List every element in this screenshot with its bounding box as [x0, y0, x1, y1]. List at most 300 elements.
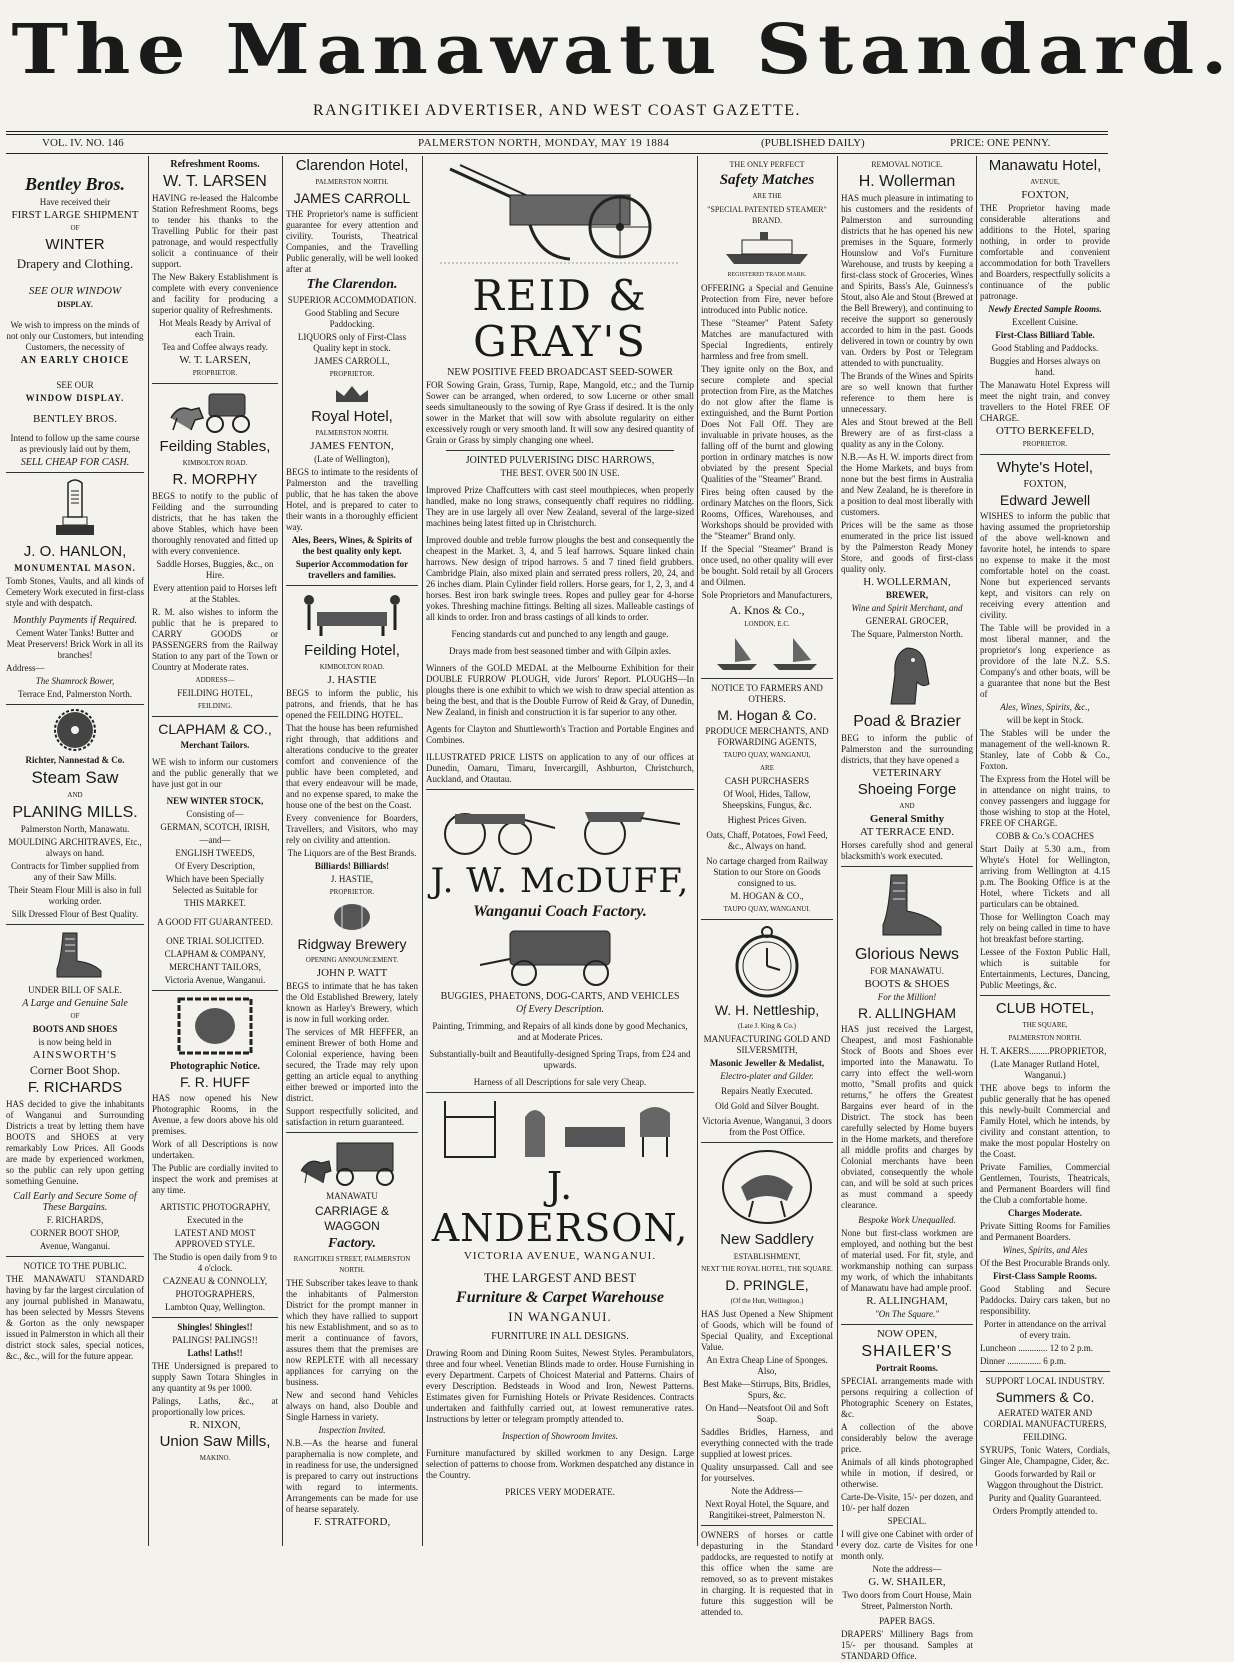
dateline — [6, 137, 1108, 153]
ad-text: OPENING ANNOUNCEMENT. — [305, 956, 399, 964]
ad-text: F. STRATFORD, — [313, 1516, 391, 1528]
ad-text: THE above begs to inform the public generally that he has opened this newly-built Commercial and Family Hotel, which he intends, by civility and constant attention, to make the most popular Hostelry on the Coast. — [980, 1083, 1110, 1159]
billiards-icon — [297, 590, 407, 638]
ad-text: The Stables will be under the management of the well-known R. Stanley, late of Cobb & Co., Foxton. — [980, 728, 1110, 771]
ad-text: Ales, Beers, Wines, & Spirits of the best quality only kept. — [291, 535, 413, 556]
boot-icon — [867, 871, 947, 941]
ad-text: Improved Prize Chaffcutters with cast steel mouthpieces, when properly handled, make no long straws, consequently chaff requires no riddling. They are in use largely all over New Zealand, several of the large-sized machines being latest fitted up in Christchurch. — [426, 485, 694, 528]
ad-text: We wish to impress on the minds of not only our Customers, but intending Customers, the necessity of — [6, 320, 144, 352]
ad-text: Fires being often caused by the ordinary Matches on the floors, Sick Rooms, Offices, Warehouses, and Workshops should be provided with the "Steamer" Brand only. — [701, 487, 833, 541]
ad-bentley-bros — [6, 173, 144, 468]
ad-text: Animals of all kinds photographed while in motion, if desired, or otherwise. — [841, 1457, 973, 1489]
ad-text: The Brands of the Wines and Spirits are so well known that further reference to them here is unnecessary. — [841, 371, 973, 414]
ad-text: PROPRIETOR. — [1022, 440, 1068, 448]
ad-text: AN EARLY CHOICE — [20, 355, 130, 366]
ad-royal-hotel — [286, 408, 418, 581]
ad-text: MERCHANT TAILORS, — [169, 962, 261, 972]
ad-title: Clarendon Hotel, — [295, 157, 409, 174]
ad-text: PALMERSTON NORTH. — [1008, 1034, 1082, 1042]
ad-title: W. H. Nettleship, — [714, 1002, 820, 1018]
ad-text: PALMERSTON NORTH. — [315, 429, 389, 437]
ad-text: Agents for Clayton and Shuttleworth's Traction and Portable Engines and Combines. — [426, 724, 694, 745]
ad-text: MOULDING ARCHITRAVES, Etc., always on hand. — [8, 837, 142, 858]
ad-text: FEILDING. — [1023, 1432, 1067, 1442]
ad-text: THE Proprietor's name is sufficient guarantee for every attention and civility. Tourists, Theatrical Companies, and the Travelling Public generally, will be well looked after at — [286, 209, 418, 274]
divider — [286, 1132, 418, 1133]
place-date: PALMERSTON NORTH, MONDAY, MAY 19 1884 — [418, 137, 670, 149]
ad-text: Wines, Spirits, and Ales — [1002, 1245, 1088, 1255]
ad-title: CLAPHAM & CO., — [158, 721, 272, 737]
ad-text: Repairs Neatly Executed. — [721, 1086, 813, 1096]
ad-text: REGISTERED TRADE MARK. — [727, 272, 807, 278]
divider — [701, 1142, 833, 1143]
ad-text: General Smithy — [869, 813, 945, 825]
ad-text: H. T. AKERS.........PROPRIETOR, — [980, 1046, 1107, 1056]
ad-text: (Late Manager Rutland Hotel, Wanganui.) — [990, 1059, 1100, 1080]
ad-text: THE Undersigned is prepared to supply Sawn Totara Shingles in any quantity at 9s per 1000. — [152, 1361, 278, 1393]
ad-text: CLAPHAM & COMPANY, — [164, 949, 266, 959]
ad-text: AND — [899, 802, 915, 810]
ad-text: Merchant Tailors. — [180, 740, 250, 750]
notice-owners: OWNERS of horses or cattle depasturing in the Standard paddocks, are requested to notify at this office when the same are removed, so as to prevent mistakes in charging. It is requested that in future this suggestion will be attended to. — [701, 1530, 833, 1617]
ad-text: OFFERING a Special and Genuine Protection from Fire, never before introduced into Public notice. — [701, 283, 833, 315]
ad-text: The Liquors are of the Best Brands. — [287, 848, 417, 858]
divider — [841, 866, 973, 867]
ad-text: THIS MARKET. — [184, 898, 246, 908]
ad-text: WINDOW DISPLAY. — [25, 393, 125, 403]
ad-title: Royal Hotel, — [311, 408, 393, 425]
column-rule — [148, 156, 149, 1546]
ad-text: Good Stabling and Paddocks. — [991, 343, 1099, 353]
ad-feilding-stables — [152, 388, 278, 712]
ad-text: Sole Proprietors and Manufacturers, — [701, 590, 833, 600]
ad-title: Manawatu Hotel, — [988, 157, 1102, 174]
ad-title: Shoeing Forge — [857, 781, 957, 798]
column-4 — [426, 157, 694, 1545]
ad-text: FEILDING HOTEL, — [177, 688, 253, 698]
ad-text: Dinner ............... 6 p.m. — [980, 1356, 1066, 1366]
ad-text: WE wish to inform our customers and the public generally that we have just got in our — [152, 757, 278, 789]
ad-title: PLANING MILLS. — [12, 804, 138, 821]
ad-text: No cartage charged from Railway Station to our Store on Goods consigned to us. — [706, 856, 828, 888]
ad-text: Of Wool, Hides, Tallow, Sheepskins, Fungus, &c. — [722, 789, 812, 810]
ad-heading: REMOVAL NOTICE. — [871, 160, 943, 169]
ad-photographic — [152, 995, 278, 1313]
ad-text: Fencing standards cut and punched to any length and gauge. — [451, 629, 669, 639]
divider — [152, 716, 278, 717]
ad-text: ARTISTIC PHOTOGRAPHY, — [159, 1202, 271, 1212]
ad-title: Bentley Bros. — [24, 174, 125, 194]
ad-text: Call Early and Secure Some of These Bargains. — [13, 1191, 137, 1213]
ad-text: GENERAL GROCER, — [865, 616, 949, 626]
ad-text: Substantially-built and Beautifully-designed Spring Traps, from £24 and upwards. — [429, 1049, 691, 1070]
ad-text: Terrace End, Palmerston North. — [17, 689, 133, 699]
ad-text: PROPRIETOR. — [192, 369, 238, 377]
ad-text: Carte-De-Visite, 15/- per dozen, and 10/- per half dozen — [841, 1492, 973, 1513]
ad-text: HAS decided to give the inhabitants of Wanganui and Surrounding Districts a treat by letting them have BOOTS and SHOES at very remarkably Low Prices. All Goods are made by experienced workmen, so the public can rely upon getting something Genuine. — [6, 1099, 144, 1186]
ad-text: Those for Wellington Coach may rely on being called in time to have hot breakfast before starting. — [980, 912, 1110, 944]
coach-illustration — [460, 925, 660, 987]
ad-text: THE ONLY PERFECT — [729, 160, 805, 169]
ad-text: AERATED WATER AND CORDIAL MANUFACTURERS, — [983, 1408, 1107, 1429]
ad-text: Purity and Quality Guaranteed. — [988, 1493, 1102, 1503]
divider — [701, 678, 833, 679]
ad-text: SEE OUR — [56, 380, 94, 390]
ad-heading: IN WANGANUI. — [508, 1309, 612, 1324]
ad-text: The Manawatu Hotel Express will meet the night train, and convey travellers to the Hotel FREE OF CHARGE. — [980, 380, 1110, 423]
ad-text: VETERINARY — [872, 767, 942, 779]
rule-top-2 — [6, 134, 1108, 135]
ad-text: Every convenience for Boarders, Travellers, and Visitors, who may rely on civility and attention. — [286, 813, 418, 845]
ad-text: Start Daily at 5.30 a.m., from Whyte's Hotel for Wellington, arriving from Wellington at 4.15 p.m. The Booking Office is at the Hotel, where Tickets and all particulars can be obtained. — [980, 844, 1110, 909]
ad-shailer — [841, 1329, 973, 1662]
ad-text: Laths! Laths!! — [187, 1348, 243, 1358]
divider — [426, 789, 694, 790]
ad-text: BOOTS AND SHOES — [32, 1024, 118, 1034]
ad-text: COBB & Co.'s COACHES — [995, 831, 1095, 841]
ad-clarendon — [286, 157, 418, 380]
ad-text: ENGLISH TWEEDS, — [175, 848, 255, 858]
ad-pringle — [701, 1231, 833, 1521]
ad-text: FOXTON, — [1021, 189, 1069, 201]
ad-heading: Photographic Notice. — [170, 1061, 260, 1072]
ad-text: Superior Accommodation for travellers and families. — [295, 559, 409, 580]
column-2 — [152, 157, 278, 1545]
ad-text: Support respectfully solicited, and satisfaction in return guaranteed. — [286, 1106, 418, 1127]
column-rule — [697, 156, 698, 1546]
ad-text: BEGS to intimate that he has taken the Old Established Brewery, lately known as Harley's Brewery, which is now in full working order. — [286, 981, 418, 1024]
ad-text: Their Steam Flour Mill is also in full working order. — [8, 885, 142, 906]
divider — [6, 472, 144, 473]
ad-text: Luncheon ............. 12 to 2 p.m. — [980, 1343, 1093, 1353]
ad-text: SYRUPS, Tonic Waters, Cordials, Ginger Ale, Champagne, Cider, &c. — [980, 1445, 1110, 1466]
divider — [426, 1092, 694, 1093]
ad-text: Victoria Avenue, Wanganui. — [164, 975, 266, 985]
horse-head-icon — [877, 644, 937, 708]
divider — [980, 995, 1110, 996]
ad-text: Good Stabling and Secure Paddocks. Dairy cars taken, but no responsibility. — [980, 1284, 1110, 1316]
ad-text: NEXT THE ROYAL HOTEL, THE SQUARE. — [701, 1265, 833, 1273]
ad-text: RANGITIKEI STREET, PALMERSTON NORTH. — [293, 1255, 411, 1274]
ad-text: THE BEST. OVER 500 IN USE. — [500, 468, 620, 478]
ad-text: HAS just received the Largest, Cheapest, and most Fashionable Stock of Boots and Shoes ever imported into the Manawatu. To carry into effect the well-worn motto, "Small profits and quick returns," he offers the Greatest Bargains ever heard of in the District. The stock has been carefully selected by Home buyers in the Home markets, and therefore all middle profits and charges by Colonial merchants have been obviated, consequently the whole can, and will be sold at such prices as must command a speedy clearance. — [841, 1024, 973, 1210]
seed-sower-illustration — [440, 161, 680, 269]
ad-text: Quality unsurpassed. Call and see for yourselves. — [701, 1462, 833, 1483]
ad-text: OF — [70, 224, 80, 232]
ad-text: Of the Best Procurable Brands only. — [980, 1258, 1110, 1268]
ad-title: F. RICHARDS — [27, 1079, 123, 1096]
ad-text: Lessee of the Foxton Public Hall, which is suitable for Entertainments, Lectures, Dancing, Public Meetings, &c. — [980, 947, 1110, 990]
ad-text: Every attention paid to Horses left at the Stables. — [153, 583, 277, 604]
ad-text: BEG to inform the public of Palmerston and the surrounding districts, that they have opened a — [841, 733, 973, 765]
ad-text: A collection of the above considerably below the average price. — [841, 1422, 973, 1454]
ad-heading: Wanganui Coach Factory. — [473, 903, 647, 920]
ad-text: (Of the Hutt, Wellington.) — [730, 1297, 804, 1305]
ad-nixon — [152, 1322, 278, 1464]
ad-title: Feilding Stables, — [159, 438, 271, 455]
crown-icon — [332, 384, 372, 404]
ad-reid-gray — [426, 161, 694, 785]
boot-icon — [43, 929, 107, 981]
ad-text: W. T. LARSEN, — [179, 354, 251, 366]
ad-text: Hot Meals Ready by Arrival of each Train. — [159, 318, 271, 339]
ad-title: J. O. HANLON, — [23, 543, 127, 560]
ad-text: Good Stabling and Secure Paddocking. — [304, 308, 400, 329]
ad-text: The Square, Palmerston North. — [851, 629, 963, 639]
ad-text: NEW WINTER STOCK, — [166, 796, 264, 806]
ad-title: REID & GRAY'S — [472, 271, 648, 366]
ad-text: (Late J. King & Co.) — [738, 1022, 796, 1030]
divider — [701, 919, 833, 920]
ad-text: HAS Just Opened a New Shipment of Goods, which will be found of Special Quality, and Exceptional Value. — [701, 1309, 833, 1352]
ad-text: KIMBOLTON ROAD. — [319, 663, 385, 671]
ad-text: Saddle Horses, Buggies, &c., on Hire. — [156, 559, 274, 580]
ad-text: CAZNEAU & CONNOLLY, — [162, 1276, 268, 1286]
ad-text: Inspection Invited. — [318, 1425, 386, 1435]
ad-text: Address— — [6, 663, 45, 673]
ad-text: A GOOD FIT GUARANTEED. — [157, 917, 273, 927]
ad-ridgway-brewery — [286, 936, 418, 1128]
ad-manawatu-hotel — [980, 157, 1110, 450]
ad-text: FIRST LARGE SHIPMENT — [11, 209, 139, 221]
ad-allingham — [841, 945, 973, 1320]
ad-text: SELL CHEAP FOR CASH. — [20, 457, 130, 468]
ad-text: AINSWORTH'S — [32, 1049, 118, 1061]
ad-heading: FURNITURE IN ALL DESIGNS. — [491, 1331, 629, 1342]
ad-text: Victoria Avenue, Wanganui, 3 doors from the Post Office. — [702, 1116, 832, 1137]
ad-text: BOOTS & SHOES — [864, 978, 950, 990]
furniture-illustration — [435, 1097, 685, 1161]
ad-text: Old Gold and Silver Bought. — [715, 1101, 819, 1111]
ad-text: Buggies and Horses always on hand. — [989, 356, 1101, 377]
divider — [6, 704, 144, 705]
ad-title: Whyte's Hotel, — [996, 459, 1094, 476]
ad-text: will be kept in Stock. — [1006, 715, 1084, 725]
ad-text: M. HOGAN & CO., — [730, 891, 804, 901]
photo-frame-icon — [175, 995, 255, 1057]
ad-text: F. RICHARDS, — [46, 1215, 104, 1225]
ad-text: Note the address— — [872, 1564, 942, 1574]
ad-text: Improved double and treble furrow ploughs the best and consequently the cheapest in the Market. 3, 4, and 5 leaf harrows. Square linked chain harrows. New design of tripod harrows. 5 and 7 tined field grubbers. Cambridge Plain, also mixed plain and serrated press rollers, 20, 24, and 26 inches diam. Plain Cylinder field rollers. Horse gears, for 1, 2, 3, and 4 horses. Best iron bark swingle trees. Ropes and pulley gear for 4-horse yokes. Threshing machine fittings. Belting all sizes. Malleable castings of all kinds to order. Iron and brass castings of all kinds to order. — [426, 535, 694, 622]
ad-text: BEGS to notify to the public of Feilding and the surrounding districts, that he has taken the above Stables, which have been thoroughly renovated and fitted up with every convenience. — [152, 491, 278, 556]
ad-text: TAUPO QUAY, WANGANUI, — [723, 751, 811, 759]
ad-heading: Drapery and Clothing. — [16, 256, 134, 271]
ad-text: ONE TRIAL SOLICITED. — [166, 936, 264, 946]
ad-text: PRODUCE MERCHANTS, AND FORWARDING AGENTS, — [705, 726, 829, 747]
ad-text: Bespoke Work Unequalled. — [858, 1215, 956, 1225]
ad-text: MANUFACTURING GOLD AND SILVERSMITH, — [703, 1034, 831, 1055]
ad-text: AND — [67, 791, 83, 799]
ad-text: Furniture manufactured by skilled workmen to any Design. Large selection of patterns to choose from. Workmen despatched any distance in the Country. — [426, 1448, 694, 1480]
ad-text: AT TERRACE END. — [859, 826, 954, 838]
ad-text: The Express from the Hotel will be in attendance on night trains, to convey passengers and luggage for those wishing to stop at the Hotel, FREE OF CHARGE. — [980, 774, 1110, 828]
ad-text: Orders Promptly attended to. — [992, 1506, 1098, 1516]
ad-text: R. M. also wishes to inform the public that he is prepared to CARRY GOODS or PASSENGERS from the Railway Station to any part of the Town or Country at Moderate rates. — [152, 607, 278, 672]
ad-hanlon — [6, 477, 144, 700]
ad-text: BREWER, — [885, 590, 929, 600]
divider — [6, 1256, 144, 1257]
ad-text: ILLUSTRATED PRICE LISTS on application to any of our offices at Dunedin, Oamaru, Timaru, Invercargill, Ashburton, Christchurch, Auckland, and Otautau. — [426, 752, 694, 784]
ad-safety-matches — [701, 159, 833, 630]
ad-text: New and second hand Vehicles always on hand, also Double and Single Harness in variety. — [286, 1390, 418, 1422]
sailing-ships-icon — [707, 634, 827, 674]
ad-steam-saw — [6, 709, 144, 920]
ad-text: Charges Moderate. — [1008, 1208, 1082, 1218]
ad-text: The Table will be provided in a most liberal manner, and the proprietor's long experience as providore of the late N.Z. S.S. Company's and other boats, will be a guarantee that none but the Best of — [980, 623, 1110, 699]
ad-text: R. ALLINGHAM, — [866, 1295, 948, 1307]
divider — [701, 1525, 833, 1526]
ad-text: BENTLEY BROS. — [33, 413, 117, 425]
ad-text: Oats, Chaff, Potatoes, Fowl Feed, &c., Always on hand. — [706, 830, 828, 851]
ad-text: The New Bakery Establishment is complete with every convenience and facility for producing a superior quality of Refreshments. — [152, 272, 278, 315]
ad-text: Private Families, Commercial Gentlemen, Tourists, Theatricals, and Permanent Boarders will find the Club a comfortable home. — [980, 1162, 1110, 1205]
divider — [152, 990, 278, 991]
ad-text: GERMAN, SCOTCH, IRISH, — [160, 822, 270, 832]
ad-text: Ales and Stout brewed at the Bell Brewery are of as first-class a quality as any in the Colony. — [841, 417, 973, 449]
ad-title: R. MORPHY — [172, 471, 258, 488]
ad-title: SHAILER'S — [861, 1343, 953, 1360]
divider — [980, 1371, 1110, 1372]
notice-to-public — [6, 1261, 144, 1362]
ad-text: PALINGS! PALINGS!! — [172, 1335, 258, 1345]
ad-heading: Refreshment Rooms. — [170, 159, 260, 170]
ad-text: OF — [70, 1012, 80, 1020]
ad-title: Safety Matches — [719, 172, 815, 188]
ad-text: Of Every Description, — [175, 861, 255, 871]
ad-text: SUPERIOR ACCOMMODATION. — [287, 295, 417, 305]
ad-text: Of Every Description. — [515, 1004, 605, 1015]
ad-text: THE Proprietor having made considerable alterations and additions to the Hotel, sparing nothing, in order to provide comfortable and convenient accommodation for both Travellers and Boarders, respectfully solicits a continuance of the public patronage. — [980, 203, 1110, 301]
ad-text: Portrait Rooms. — [876, 1363, 938, 1373]
ad-text: G. W. SHAILER, — [868, 1576, 946, 1588]
ad-text: Ales, Wines, Spirits, &c., — [1000, 702, 1090, 712]
ad-clapham — [152, 721, 278, 986]
ad-title: Summers & Co. — [995, 1389, 1095, 1405]
ad-text: "On The Square." — [875, 1309, 939, 1319]
ad-title: J. W. McDUFF, — [430, 861, 690, 901]
ad-title: Ridgway Brewery — [297, 936, 407, 952]
ad-heading: NOTICE TO THE PUBLIC. — [23, 1261, 127, 1271]
ad-text: JOHN P. WATT — [316, 967, 388, 979]
divider — [6, 924, 144, 925]
divider — [446, 450, 674, 451]
rule-bottom — [6, 153, 1108, 154]
ad-text: Work of all Descriptions is now undertaken. — [152, 1139, 278, 1160]
ad-heading: JOINTED PULVERISING DISC HARROWS, — [465, 455, 655, 466]
ad-text: SEE OUR WINDOW — [28, 285, 122, 297]
ad-text: FEILDING. — [197, 702, 233, 710]
ad-heading: BUGGIES, PHAETONS, DOG-CARTS, AND VEHICLES — [440, 991, 680, 1002]
ad-text: LIQUORS only of First-Class Quality kept in stock. — [297, 332, 407, 353]
ad-text: The Clarendon. — [306, 277, 398, 292]
ad-feilding-hotel — [286, 642, 418, 898]
ad-text: ARE — [760, 764, 774, 772]
ad-text: J. HASTIE, — [330, 874, 374, 884]
ad-text: FOR Sowing Grain, Grass, Turnip, Rape, Mangold, etc.; and the Turnip Sower can be arranged, when ordered, to sow Lucerne or other small seeds simultaneously to the sowing of Rye Grass if desired. It is the only sower in the Market that will sow with absolute regularity on either excessively rough or very smooth land. It will sow any desired quantity of Grain or Grass by simply changing one wheel. — [426, 380, 694, 445]
column-3 — [286, 157, 418, 1545]
ad-text: First-Class Billiard Table. — [995, 330, 1095, 340]
ad-text: R. NIXON, — [189, 1419, 241, 1431]
ad-text: Newly Erected Sample Rooms. — [988, 304, 1102, 314]
ad-title: D. PRINGLE, — [725, 1277, 809, 1293]
ad-text: Horses carefully shod and general blacksmith's work executed. — [841, 840, 973, 861]
ad-title: M. Hogan & Co. — [717, 707, 817, 723]
ad-text: BEGS to inform the public, his patrons, and friends, that he has opened the FEILDING HOTEL. — [286, 688, 418, 720]
ad-text: FOR MANAWATU. — [870, 966, 944, 976]
ad-text: is now being held in — [38, 1037, 112, 1047]
ad-text: N.B.—As H. W. imports direct from the Home Markets, and buys from none but the best firms in Australia and New Zealand, he is therefore in a position to deal most liberally with customers. — [841, 452, 973, 517]
ad-text: Note the Address— — [731, 1486, 803, 1496]
ad-text: A Large and Genuine Sale — [22, 998, 128, 1009]
ad-ainsworth — [6, 929, 144, 1252]
ad-text: Cement Water Tanks! Butter and Meat Preservers! Brick Work in all its branches! — [6, 628, 144, 660]
ad-text: Which have been Specially Selected as Suitable for — [165, 874, 265, 895]
column-7 — [980, 157, 1110, 1545]
ad-text: Corner Boot Shop. — [29, 1063, 121, 1077]
ad-heading: A. Knos & Co., — [729, 603, 805, 617]
masthead-title: The Manawatu Standard. — [11, 10, 1234, 90]
ad-text: LONDON, E.C. — [744, 620, 790, 628]
ad-title: Feilding Hotel, — [304, 642, 400, 659]
ad-text: For the Million! — [877, 992, 937, 1002]
ad-text: KIMBOLTON ROAD. — [182, 459, 248, 467]
ad-text: DISPLAY. — [57, 300, 93, 309]
ad-text: SPECIAL. — [887, 1516, 927, 1526]
ad-text: JAMES CARROLL, — [314, 356, 390, 366]
ad-text: Next Royal Hotel, the Square, and Rangitikei-street, Palmerston N. — [705, 1499, 829, 1520]
ad-text: They ignite only on the Box, and secure complete and special protection from Fire, as the Matches do not glow after the flame is extinguished, and the Burnt Portion Does Not Fall Off. They are invaluable in private houses, as the falling off of the burnt and glowing portion in ordinary matches is now obviated by the present Special Qualities of the "Steamer" Brand. — [701, 364, 833, 484]
pocket-watch-icon — [732, 924, 802, 998]
divider — [841, 1324, 973, 1325]
ad-title: R. ALLINGHAM — [857, 1005, 957, 1021]
ad-text: Intend to follow up the same course as previously laid out by them, — [10, 433, 140, 454]
ad-text: Executed in the — [187, 1215, 243, 1225]
ad-anderson — [426, 1097, 694, 1498]
ad-heading: NEW POSITIVE FEED BROADCAST SEED-SOWER — [447, 367, 673, 378]
ad-text: On Hand—Neatsfoot Oil and Soft Soap. — [705, 1403, 829, 1424]
ad-text: H. WOLLERMAN, — [863, 576, 951, 588]
ad-text: CASH PURCHASERS — [724, 776, 810, 786]
column-rule — [837, 156, 838, 1546]
ad-title: Edward Jewell — [999, 492, 1091, 508]
ad-text: Winners of the GOLD MEDAL at the Melbourne Exhibition for their DOUBLE FURROW PLOUGH, vide Jurors' Report. PLOUGHS—In ploughs there is one exhibit to which we wish to draw special attention as being the best, and that is the Double Furrow of Reid & Gray, of Dunedin, New Zealand, in finish and construction it is far superior to any other. — [426, 663, 694, 717]
ad-text: Palmerston North, Manawatu. — [20, 824, 130, 834]
ad-poad-brazier — [841, 712, 973, 862]
ad-text: Contracts for Timber supplied from any of their Saw Mills. — [11, 861, 139, 882]
ad-text: Lambton Quay, Wellington. — [164, 1302, 265, 1312]
ad-text: Best Make—Stirrups, Bits, Bridles, Spurs, &c. — [703, 1379, 831, 1400]
ad-text: The Public are cordially invited to inspect the work and premises at any time. — [152, 1163, 278, 1195]
ad-text: JAMES FENTON, — [310, 440, 394, 452]
ad-text: FOXTON, — [1023, 479, 1067, 490]
ad-text: UNDER BILL OF SALE. — [28, 985, 122, 995]
ad-text: These "Steamer" Patent Safety Matches are manufactured with Special Ingredients, entirely harmless and free from smell. — [701, 318, 833, 361]
divider — [152, 383, 278, 384]
ad-text: (Late of Wellington), — [314, 454, 390, 464]
divider — [286, 585, 418, 586]
sawblade-icon — [54, 709, 96, 751]
ad-heading: THE LARGEST AND BEST — [483, 1270, 637, 1285]
monument-icon — [50, 477, 100, 539]
ad-text: THE MANAWATU STANDARD having by far the largest circulation of any journal published in Manawatu, has been selected by Messrs Stevens & Gorton as the only newspaper issued in Palmerston in which all their district stock sales, special notices, &c., &c., will for the future appear. — [6, 1274, 144, 1361]
volume-number: VOL. IV. NO. 146 — [42, 137, 124, 149]
ad-text: Avenue, Wanganui. — [39, 1241, 111, 1251]
ad-text: HAS now opened his New Photographic Rooms, in the Avenue, a few doors above his old premises. — [152, 1093, 278, 1136]
ad-text: None but first-class workmen are employed, and nothing but the best of material used. For fit, style, and workmanship nothing can surpass my work, of which the inhabitants of Manawatu have had ample proof. — [841, 1228, 973, 1293]
ad-text: MAKINO. — [199, 1454, 231, 1462]
divider — [980, 454, 1110, 455]
ad-whytes-hotel — [980, 459, 1110, 991]
